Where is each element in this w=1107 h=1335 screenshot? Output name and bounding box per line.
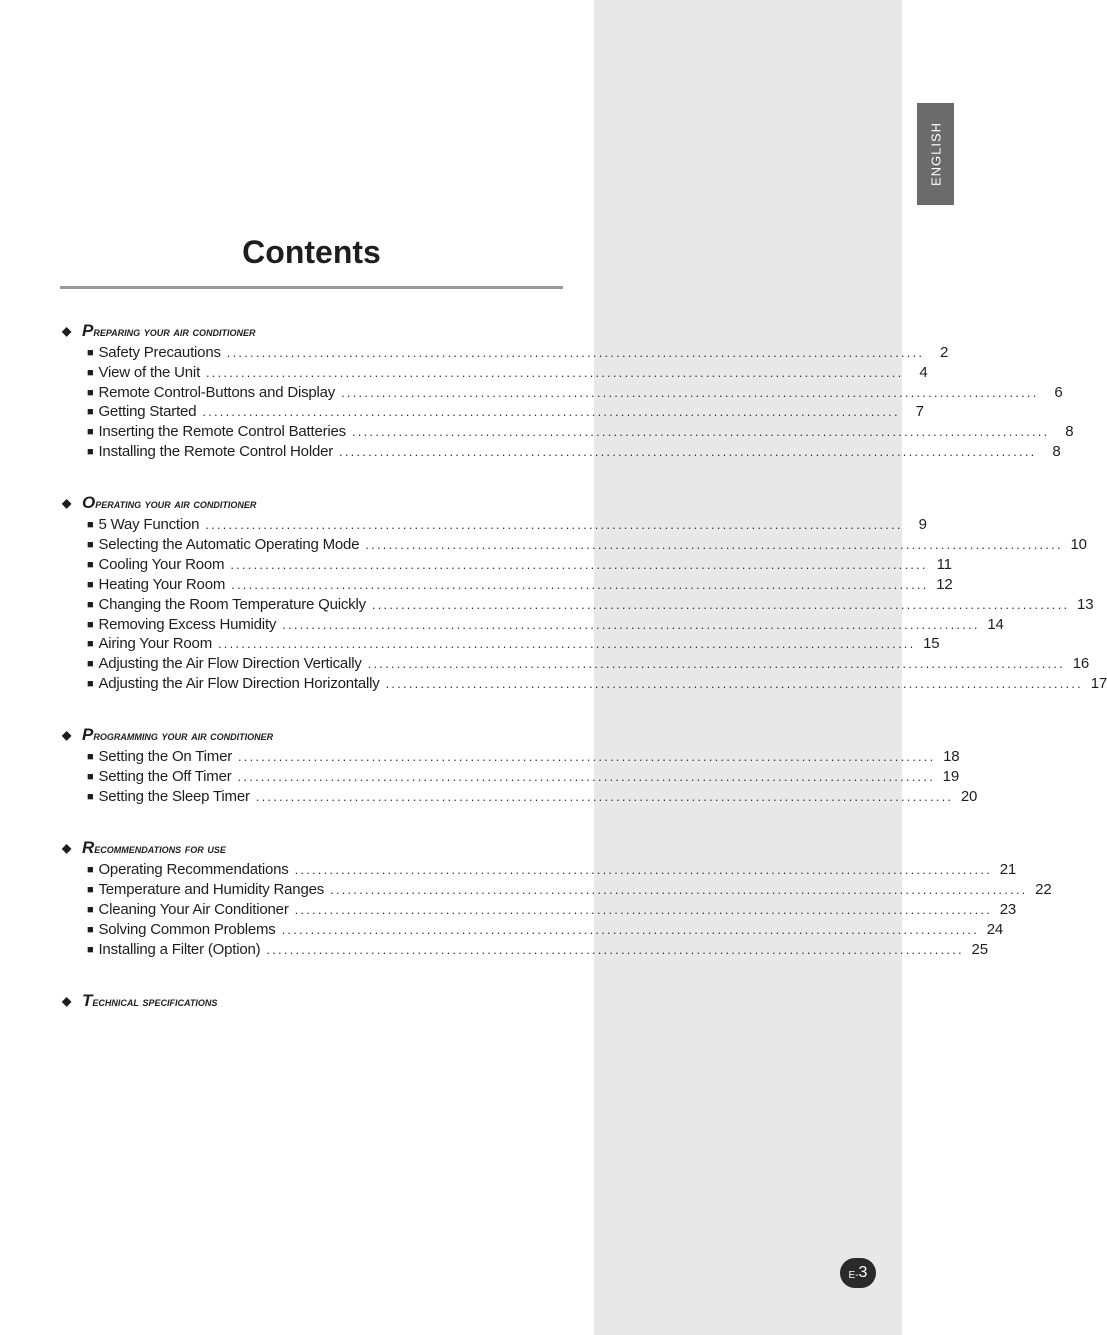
toc-entry[interactable]: ■ Cleaning Your Air Conditioner ........................................................................................................................ 23 [87,901,1017,918]
toc-entry[interactable]: ■ Airing Your Room ........................................................................................................................ 15 [87,635,940,652]
page-number: 15 [923,635,940,652]
toc-entry[interactable]: ■ Installing a Filter (Option) ........................................................................................................................ 25 [87,941,988,958]
leader-dots: ........................................................................................................................ [365,537,1063,552]
toc-entry[interactable]: ■ Cooling Your Room ........................................................................................................................ 11 [87,556,952,573]
leader-dots: ........................................................................................................................ [281,922,980,937]
toc-entry[interactable]: ■ Remote Control-Buttons and Display ........................................................................................................................ 6 [87,384,1063,401]
page-number: 11 [936,556,952,573]
leader-dots: ........................................................................................................................ [238,749,936,764]
language-tab [917,103,954,205]
square-bullet-icon: ■ [87,559,94,571]
page-number: 16 [1072,655,1090,672]
square-bullet-icon: ■ [87,678,94,690]
page-number: 14 [987,616,1004,633]
square-bullet-icon: ■ [87,387,94,399]
leader-dots: ........................................................................................................................ [371,597,1070,612]
section-heading-technical: ◆ Technical specifications [62,991,218,1010]
section-heading-operating: ◆ Operating your air conditioner [62,493,257,512]
toc-entry[interactable]: ■ Solving Common Problems ........................................................................................................................ 24 [87,921,1004,938]
square-bullet-icon: ■ [87,446,94,458]
diamond-bullet-icon: ◆ [62,841,72,855]
diamond-bullet-icon: ◆ [62,496,72,510]
toc-entry[interactable]: ■ Operating Recommendations ........................................................................................................................ 21 [87,861,1016,878]
leader-dots: ........................................................................................................................ [218,636,916,651]
toc-entry[interactable]: ■ 5 Way Function ........................................................................................................................ 9 [87,516,927,533]
toc-entry[interactable]: ■ Setting the On Timer ........................................................................................................................ 18 [87,748,960,765]
toc-entry[interactable]: ■ Setting the Off Timer ........................................................................................................................ 19 [87,768,959,785]
toc-entry[interactable]: ■ Setting the Sleep Timer ........................................................................................................................ 20 [87,788,978,805]
leader-dots: ........................................................................................................................ [226,345,925,360]
toc-entry[interactable]: ■ Inserting the Remote Control Batteries ........................................................................................................................ 8 [87,423,1074,440]
page-number: 20 [960,788,978,805]
square-bullet-icon: ■ [87,367,94,379]
square-bullet-icon: ■ [87,924,94,936]
toc-entry[interactable]: ■ Heating Your Room ........................................................................................................................ 12 [87,576,953,593]
leader-dots: ........................................................................................................................ [330,882,1028,897]
leader-dots: ........................................................................................................................ [255,789,954,804]
square-bullet-icon: ■ [87,347,94,359]
page-number: 13 [1077,596,1094,613]
square-bullet-icon: ■ [87,944,94,956]
page-number: 8 [1065,423,1074,440]
leader-dots: ........................................................................................................................ [230,557,928,572]
title-divider [60,286,563,289]
leader-dots: ........................................................................................................................ [367,656,1066,671]
page-number: 8 [1052,443,1061,460]
square-bullet-icon: ■ [87,771,94,783]
square-bullet-icon: ■ [87,406,94,418]
section-heading-programming: ◆ Programming your air conditioner [62,725,274,744]
toc-entry[interactable]: ■ Installing the Remote Control Holder ........................................................................................................................ 8 [87,443,1061,460]
square-bullet-icon: ■ [87,864,94,876]
page-number: 4 [919,364,928,381]
leader-dots: ........................................................................................................................ [339,444,1037,459]
square-bullet-icon: ■ [87,619,94,631]
toc-entry[interactable]: ■ Temperature and Humidity Ranges ........................................................................................................................ 22 [87,881,1052,898]
page-number: 21 [999,861,1016,878]
section-heading-preparing: ◆ Preparing your air conditioner [62,321,256,340]
page-number: 19 [942,768,959,785]
square-bullet-icon: ■ [87,426,94,438]
toc-entry[interactable]: ■ Changing the Room Temperature Quickly ........................................................................................................................ 13 [87,596,1094,613]
leader-dots: ........................................................................................................................ [202,404,900,419]
leader-dots: ........................................................................................................................ [266,942,964,957]
page-number: 2 [940,344,949,361]
leader-dots: ........................................................................................................................ [294,862,992,877]
toc-entry[interactable]: ■ Adjusting the Air Flow Direction Vertically ........................................................................................................................ 16 [87,655,1090,672]
leader-dots: ........................................................................................................................ [237,769,935,784]
square-bullet-icon: ■ [87,904,94,916]
leader-dots: ........................................................................................................................ [205,517,903,532]
square-bullet-icon: ■ [87,579,94,591]
square-bullet-icon: ■ [87,599,94,611]
square-bullet-icon: ■ [87,884,94,896]
section-heading-recommendations: ◆ Recommendations for use [62,838,226,857]
language-tab-label: ENGLISH [928,121,943,187]
square-bullet-icon: ■ [87,519,94,531]
toc-entry[interactable]: ■ Removing Excess Humidity ........................................................................................................................ 14 [87,616,1004,633]
page-number: 25 [971,941,988,958]
page-number: 24 [986,921,1004,938]
square-bullet-icon: ■ [87,638,94,650]
square-bullet-icon: ■ [87,791,94,803]
page-number: 23 [999,901,1017,918]
leader-dots: ........................................................................................................................ [282,617,980,632]
leader-dots: ........................................................................................................................ [231,577,929,592]
square-bullet-icon: ■ [87,539,94,551]
page-number: 9 [918,516,927,533]
leader-dots: ........................................................................................................................ [351,424,1050,439]
page-number: 22 [1035,881,1052,898]
page-number-badge: E- 3 [840,1258,876,1288]
page-number: 12 [936,576,953,593]
page-number: 7 [915,403,924,420]
page-number: 10 [1070,536,1087,553]
page-number: 17 [1090,675,1107,692]
page-number: 18 [943,748,960,765]
toc-entry[interactable]: ■ Selecting the Automatic Operating Mode ........................................................................................................................ 10 [87,536,1087,553]
leader-dots: ........................................................................................................................ [341,385,1039,400]
diamond-bullet-icon: ◆ [62,324,72,338]
square-bullet-icon: ■ [87,658,94,670]
leader-dots: ........................................................................................................................ [385,676,1083,691]
square-bullet-icon: ■ [87,751,94,763]
diamond-bullet-icon: ◆ [62,994,72,1008]
toc-entry[interactable]: ■ View of the Unit ........................................................................................................................ 4 [87,364,928,381]
toc-entry[interactable]: ■ Adjusting the Air Flow Direction Horizontally ........................................................................................................................ 17 [87,675,1107,692]
page-number: 6 [1054,384,1063,401]
diamond-bullet-icon: ◆ [62,728,72,742]
toc-entry[interactable]: ■ Getting Started ........................................................................................................................ 7 [87,403,924,420]
leader-dots: ........................................................................................................................ [294,902,993,917]
leader-dots: ........................................................................................................................ [206,365,904,380]
page-title: Contents [242,234,381,270]
toc-entry[interactable]: ■ Safety Precautions ........................................................................................................................ 2 [87,344,949,361]
